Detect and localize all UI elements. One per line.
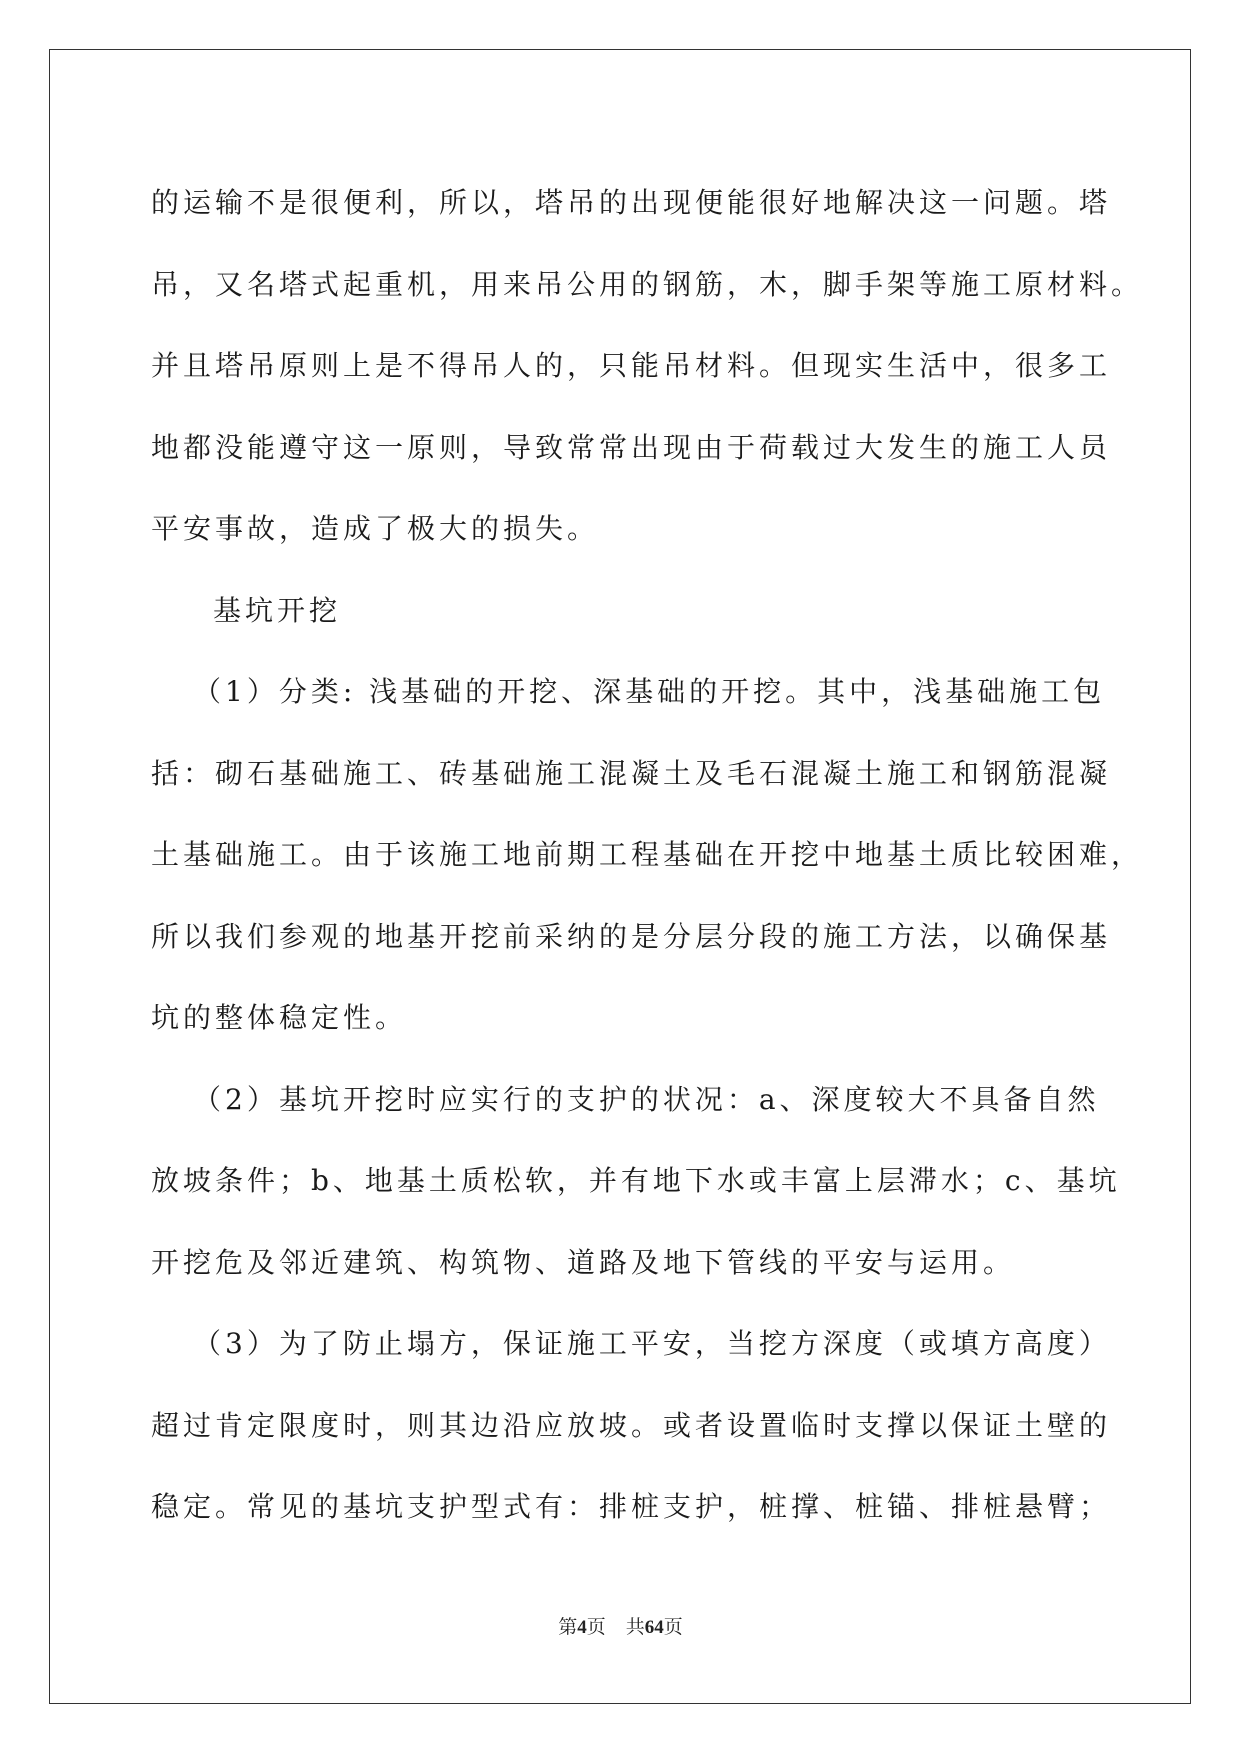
text-line: （2）基坑开挖时应实行的支护的状况：a、深度较大不具备自然 <box>193 1082 1100 1116</box>
text-line: 土基础施工。由于该施工地前期工程基础在开挖中地基土质比较困难， <box>151 838 1144 871</box>
document-body <box>151 162 1144 1548</box>
total-suffix: 页 <box>663 1617 683 1638</box>
text-line: 所以我们参观的地基开挖前采纳的是分层分段的施工方法，以确保基 <box>151 919 1112 953</box>
text-line: 平安事故，造成了极大的损失。 <box>151 512 600 545</box>
total-prefix: 共 <box>625 1617 645 1638</box>
text-line: 地都没能遵守这一原则，导致常常出现由于荷载过大发生的施工人员 <box>151 430 1112 464</box>
page-footer <box>0 1612 1241 1639</box>
text-line: 括：砌石基础施工、砖基础施工混凝土及毛石混凝土施工和钢筋混凝 <box>151 756 1112 790</box>
page-suffix: 页 <box>586 1617 606 1638</box>
text-line: 吊，又名塔式起重机，用来吊公用的钢筋，木，脚手架等施工原材料。 <box>151 267 1144 301</box>
text-line: （1）分类: 浅基础的开挖、深基础的开挖。其中，浅基础施工包 <box>193 675 1106 708</box>
text-line: 超过肯定限度时，则其边沿应放坡。或者设置临时支撑以保证土壁的 <box>151 1408 1112 1442</box>
text-line: 开挖危及邻近建筑、构筑物、道路及地下管线的平安与运用。 <box>151 1245 1016 1279</box>
text-line: 的运输不是很便利，所以，塔吊的出现便能很好地解决这一问题。塔 <box>151 186 1112 219</box>
text-line: 稳定。常见的基坑支护型式有：排桩支护，桩撑、桩锚、排桩悬臂； <box>151 1490 1112 1523</box>
page-prefix: 第 <box>558 1617 578 1638</box>
text-line: 并且塔吊原则上是不得吊人的，只能吊材料。但现实生活中，很多工 <box>151 349 1112 382</box>
total-pages: 64 <box>644 1617 664 1638</box>
section-heading: 基坑开挖 <box>213 593 342 627</box>
text-line: 坑的整体稳定性。 <box>151 1001 408 1034</box>
text-line: 放坡条件；b、地基土质松软，并有地下水或丰富上层滞水；c、基坑 <box>151 1164 1121 1197</box>
text-line: （3）为了防止塌方，保证施工平安，当挖方深度（或填方高度） <box>193 1327 1111 1360</box>
page-number: 4 <box>577 1617 587 1638</box>
